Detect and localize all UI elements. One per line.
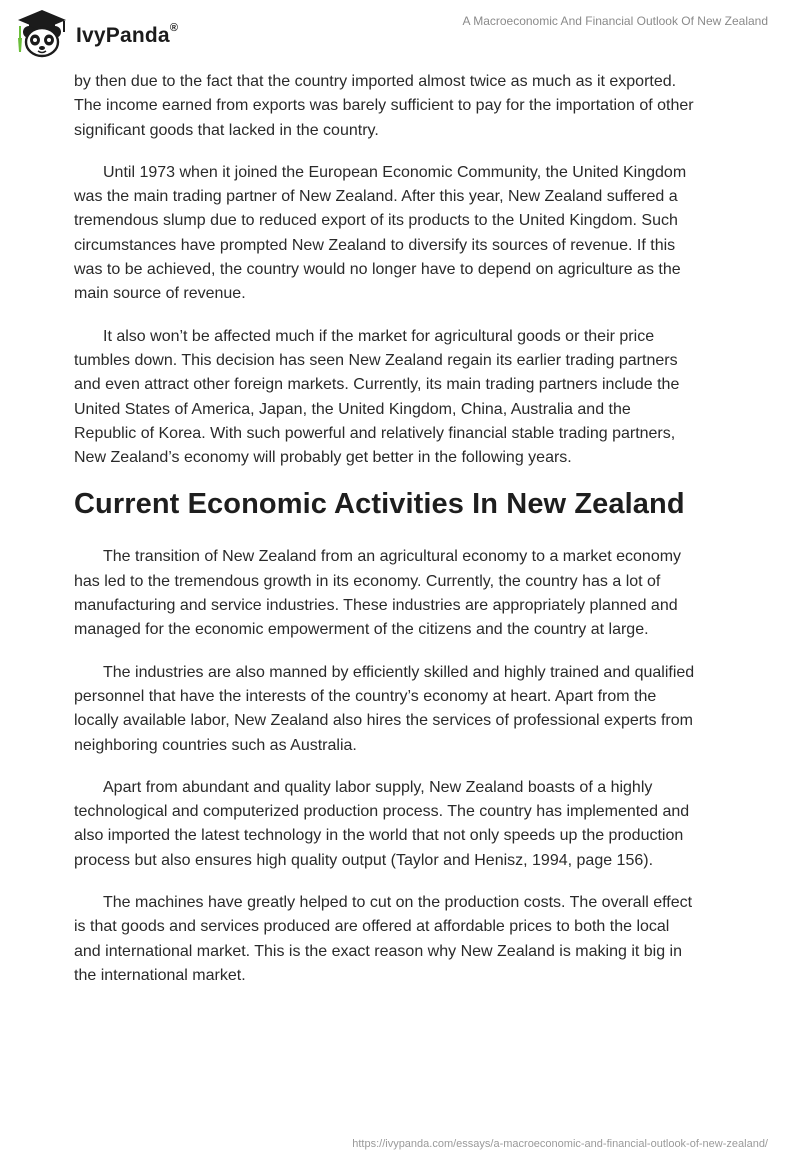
page-header xyxy=(0,0,800,70)
paragraph: The industries are also manned by efficiently skilled and highly trained and qualified personnel that have the interests of the country’s economy at heart. Apart from the locally available labor, New Zealand also hires the services of professional experts from neighboring countries such as Australia. xyxy=(74,663,695,754)
article-body xyxy=(74,70,734,1006)
paragraph: The machines have greatly helped to cut on the production costs. The overall effect is that goods and services produced are offered at affordable prices to both the local and international market. This is the exact reason why New Zealand is making it big in the international market. xyxy=(74,894,693,984)
section-heading: Current Economic Activities In New Zealand xyxy=(74,488,685,521)
paragraph: Apart from abundant and quality labor supply, New Zealand boasts of a highly technological and computerized production process. The country has implemented and also imported the latest technology in the world that not only speeds up the production process but also ensures high quality output (Taylor and Henisz, 1994, page 156). xyxy=(74,778,690,869)
paragraph: by then due to the fact that the country imported almost twice as much as it exported. The income earned from exports was barely sufficient to pay for the importation of other significant goods that lacked in the country. xyxy=(74,73,694,139)
brand-name: IvyPanda® xyxy=(76,22,179,47)
document-title: A Macroeconomic And Financial Outlook Of New Zealand xyxy=(462,14,768,28)
panda-graduate-icon xyxy=(14,8,70,60)
paragraph: Until 1973 when it joined the European Economic Community, the United Kingdom was the main trading partner of New Zealand. After this year, New Zealand suffered a tremendous slump due to reduced export of its products to the United Kingdom. Such circumstances have prompted New Zealand to diversify its sources of revenue. If this was to be achieved, the country would no longer have to depend on agriculture as the main source of revenue. xyxy=(74,163,687,303)
logo[interactable] xyxy=(14,8,178,60)
paragraph: It also won’t be affected much if the market for agricultural goods or their price tumbles down. This decision has seen New Zealand regain its earlier trading partners and even attract other foreign markets. Currently, its main trading partners include the United States of America, Japan, the United Kingdom, China, Australia and the Republic of Korea. With such powerful and relatively financial stable trading partners, New Zealand’s economy will probably get better in the following years. xyxy=(74,327,680,467)
paragraph: The transition of New Zealand from an agricultural economy to a market economy has led to the tremendous growth in its economy. Currently, the country has a lot of manufacturing and service industries. These industries are appropriately planned and managed for the economic empowerment of the citizens and the country at large. xyxy=(74,548,682,639)
source-url[interactable]: https://ivypanda.com/essays/a-macroeconomic-and-financial-outlook-of-new-zealand/ xyxy=(352,1138,768,1150)
